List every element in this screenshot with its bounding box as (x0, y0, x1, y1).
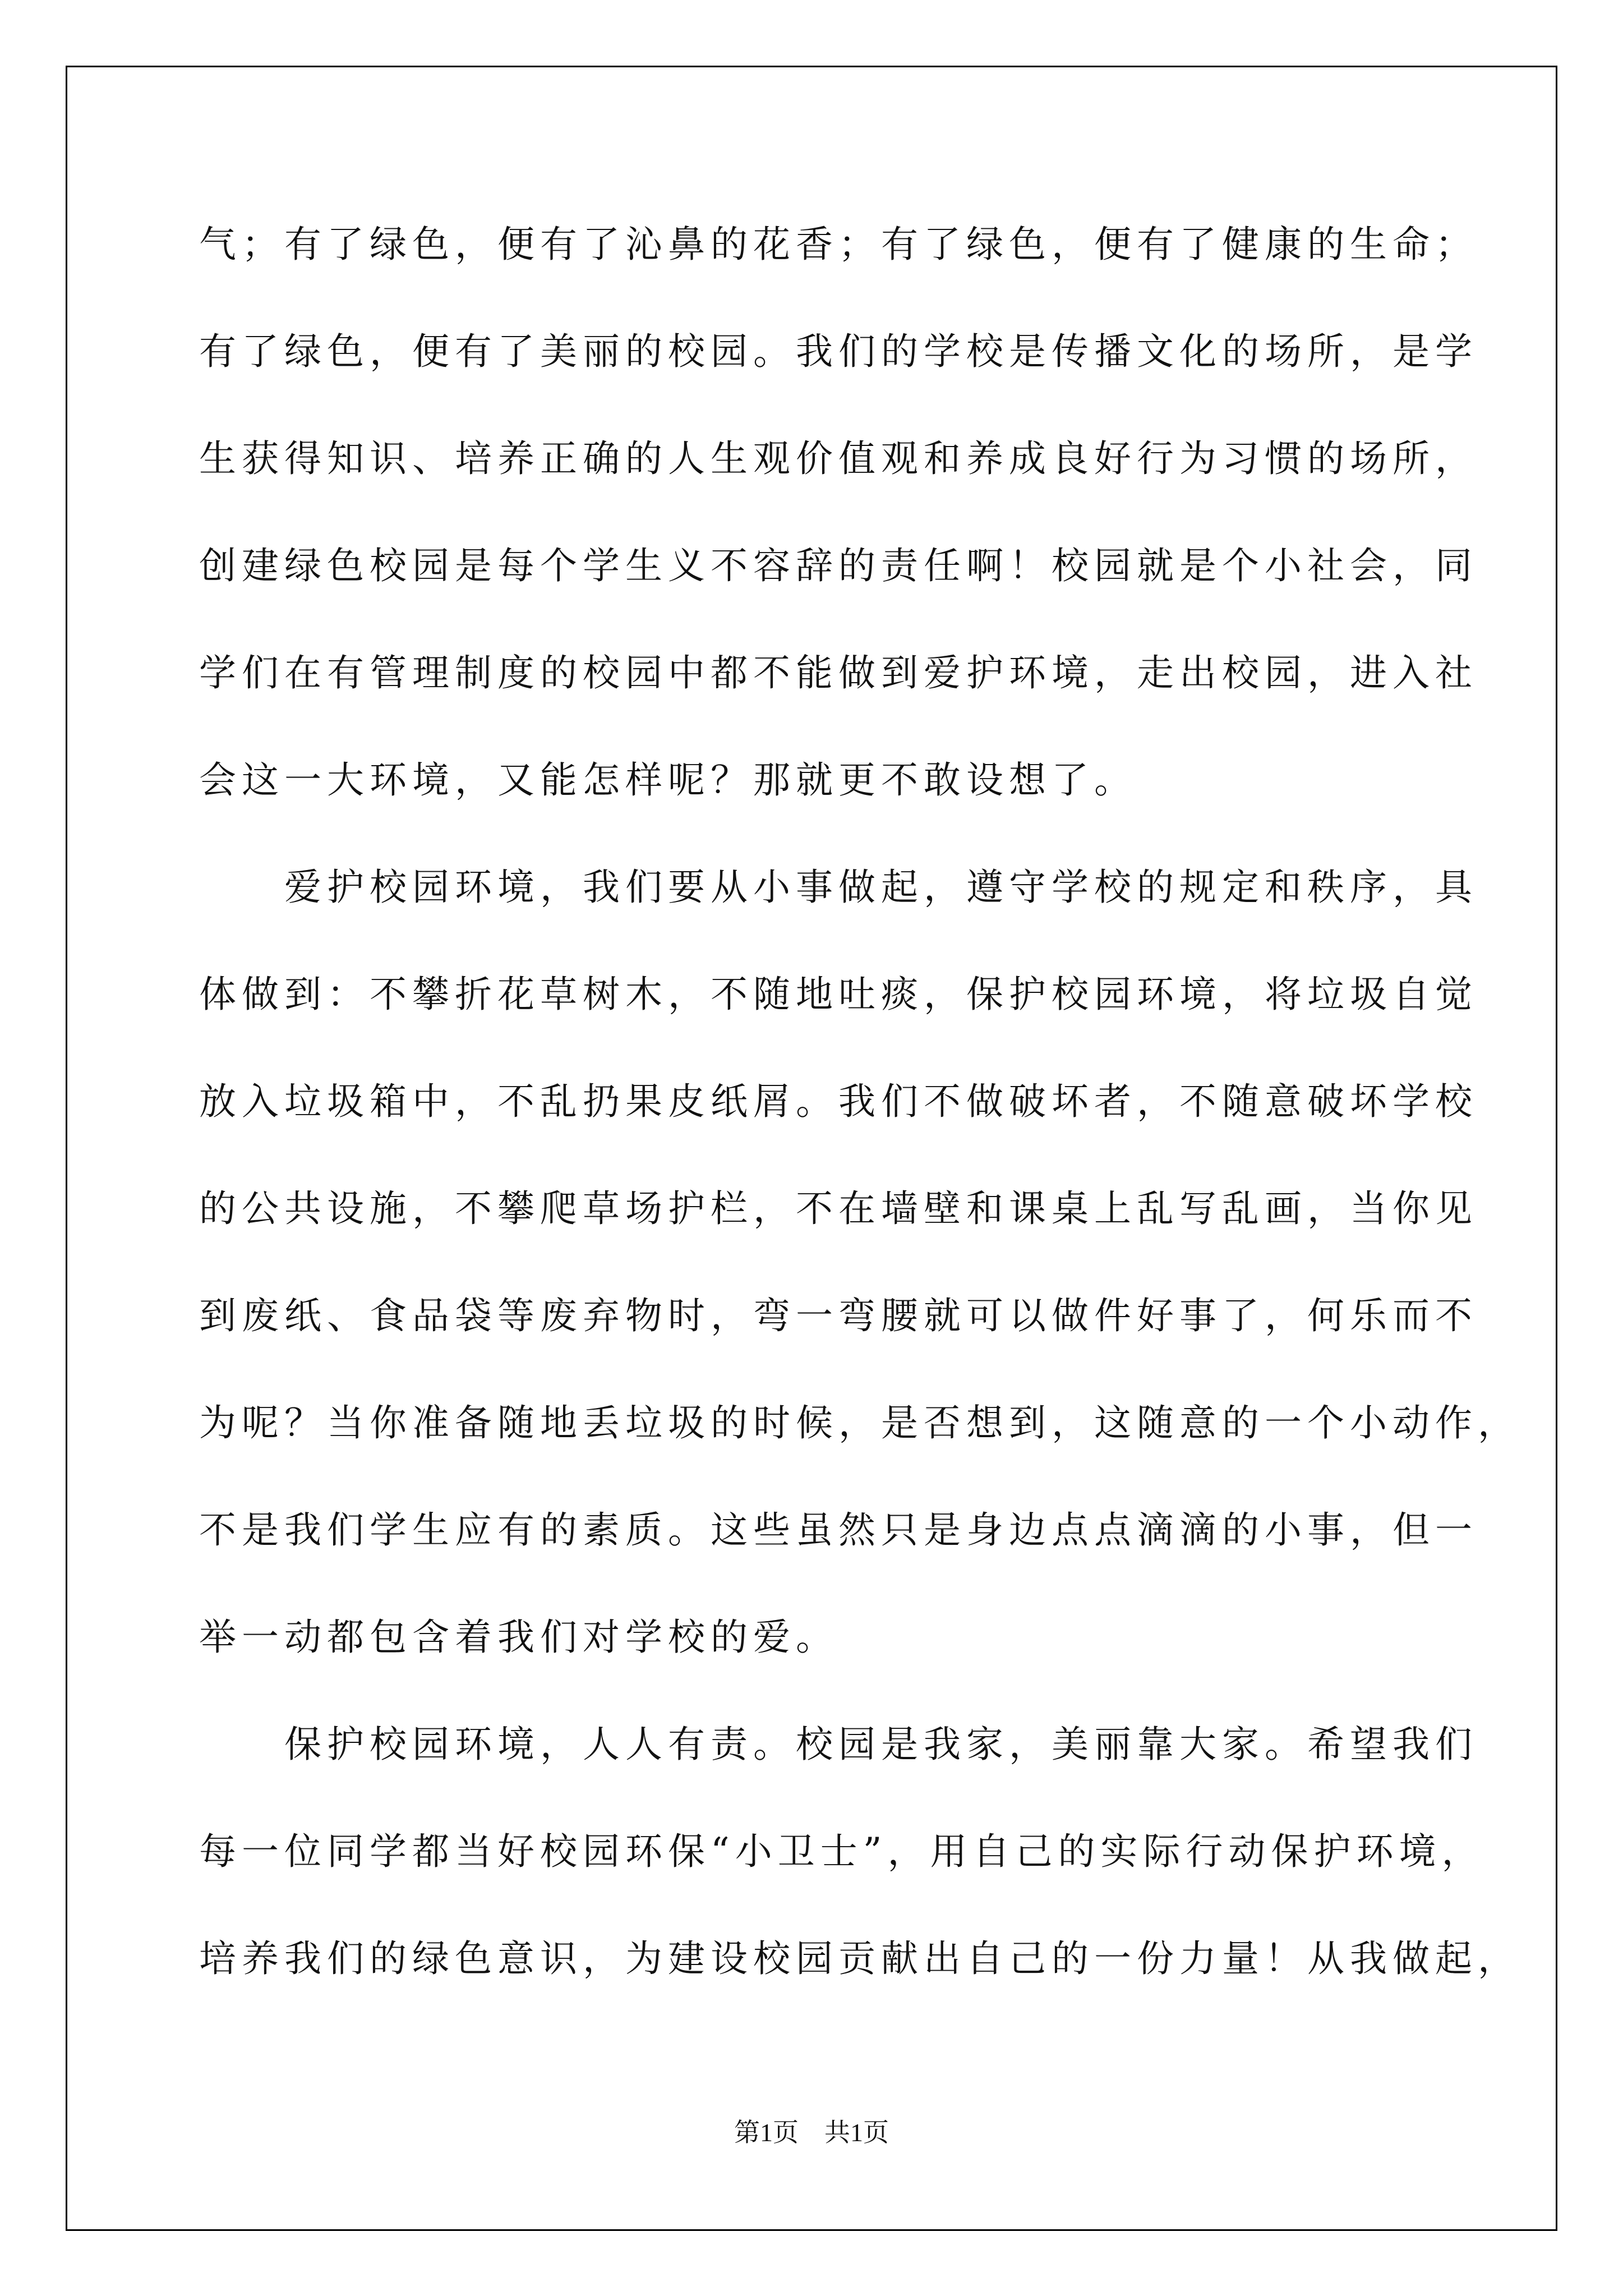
text-line: 会这一大环境，又能怎样呢？那就更不敢设想了。 (199, 758, 1137, 802)
text-line: 学们在有管理制度的校园中都不能做到爱护环境，走出校园，进入社 (199, 651, 1478, 694)
text-line: 放入垃圾箱中，不乱扔果皮纸屑。我们不做破坏者，不随意破坏学校 (199, 1080, 1478, 1123)
text-line: 的公共设施，不攀爬草场护栏，不在墙壁和课桌上乱写乱画，当你见 (199, 1187, 1478, 1230)
text-line: 培养我们的绿色意识，为建设校园贡献出自己的一份力量！从我做起， (199, 1937, 1520, 1980)
text-line: 气；有了绿色，便有了沁鼻的花香；有了绿色，便有了健康的生命； (199, 223, 1478, 266)
text-line: 为呢？当你准备随地丢垃圾的时候，是否想到，这随意的一个小动作， (199, 1401, 1520, 1444)
text-line: 举一动都包含着我们对学校的爱。 (199, 1616, 838, 1659)
page-number-footer: 第1页 共1页 (734, 2118, 889, 2147)
text-line: 创建绿色校园是每个学生义不容辞的责任啊！校园就是个小社会，同 (199, 544, 1478, 587)
text-line: 不是我们学生应有的素质。这些虽然只是身边点点滴滴的小事，但一 (199, 1508, 1478, 1552)
text-line: 体做到：不攀折花草树木，不随地吐痰，保护校园环境，将垃圾自觉 (199, 973, 1478, 1016)
text-line: 爱护校园环境，我们要从小事做起，遵守学校的规定和秩序，具 (199, 866, 1478, 909)
text-line: 每一位同学都当好校园环保“小卫士”，用自己的实际行动保护环境， (199, 1830, 1484, 1873)
document-body (199, 191, 1520, 2012)
text-line: 到废纸、食品袋等废弃物时，弯一弯腰就可以做件好事了，何乐而不 (199, 1294, 1478, 1337)
text-line: 保护校园环境，人人有责。校园是我家，美丽靠大家。希望我们 (199, 1723, 1478, 1766)
text-line: 有了绿色，便有了美丽的校园。我们的学校是传播文化的场所，是学 (199, 330, 1478, 373)
text-line: 生获得知识、培养正确的人生观价值观和养成良好行为习惯的场所， (199, 437, 1478, 480)
